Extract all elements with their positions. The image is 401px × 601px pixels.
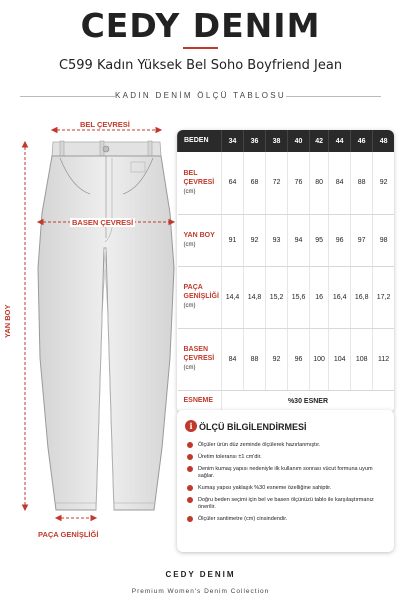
value-cell: 91 — [222, 214, 244, 266]
info-panel — [177, 410, 394, 552]
size-cell: 40 — [288, 130, 310, 152]
side-length-label: YAN BOY — [3, 304, 12, 338]
value-cell: 15,6 — [288, 266, 310, 328]
brand-title: CEDY DENIM — [80, 6, 321, 45]
value-cell: 96 — [329, 214, 351, 266]
section-divider-right — [286, 96, 381, 97]
footer-brand: CEDY DENIM — [165, 570, 236, 579]
table-row-side-length — [178, 214, 395, 266]
size-cell: 44 — [329, 130, 351, 152]
list-item: Doğru beden seçimi için bel ve basen ölçünüzü tablo ile karşılaştırmanız önerilir. — [187, 497, 387, 511]
stretch-label: ESNEME — [178, 390, 222, 412]
value-cell: 95 — [310, 214, 329, 266]
value-cell: 92 — [266, 328, 288, 390]
value-cell: 64 — [222, 152, 244, 214]
size-header-row — [178, 130, 395, 152]
stretch-value: %30 ESNER — [222, 390, 395, 412]
value-cell: 16,4 — [329, 266, 351, 328]
list-item: Kumaş yapısı yaklaşık %30 esneme özelliğine sahiptir. — [187, 485, 387, 492]
list-item: Ölçüler santimetre (cm) cinsindendir. — [187, 516, 387, 523]
list-item: Üretim toleransı ±1 cm'dir. — [187, 454, 387, 461]
bullet-icon — [187, 497, 193, 503]
value-cell: 93 — [266, 214, 288, 266]
product-title: C599 Kadın Yüksek Bel Soho Boyfriend Jean — [58, 58, 343, 73]
bullet-icon — [187, 485, 193, 491]
info-list — [187, 442, 387, 528]
bullet-icon — [187, 466, 193, 472]
table-row-hem — [178, 266, 395, 328]
size-cell: 42 — [310, 130, 329, 152]
value-cell: 84 — [222, 328, 244, 390]
list-item: Ölçüler ürün düz zeminde ölçülerek hazırlanmıştır. — [187, 442, 387, 449]
row-label: YAN BOY (cm) — [178, 214, 222, 266]
size-cell: 36 — [244, 130, 266, 152]
info-title: ÖLÇÜ BİLGİLENDİRMESİ — [199, 422, 307, 432]
value-cell: 97 — [351, 214, 373, 266]
table-row-stretch — [178, 390, 395, 412]
info-icon: i — [185, 420, 197, 432]
value-cell: 16 — [310, 266, 329, 328]
value-cell: 92 — [244, 214, 266, 266]
value-cell: 112 — [373, 328, 394, 390]
row-label: BASEN ÇEVRESİ (cm) — [178, 328, 222, 390]
table-row-waist — [178, 152, 395, 214]
table-row-hip — [178, 328, 395, 390]
hip-label: BASEN ÇEVRESİ — [72, 218, 134, 227]
value-cell: 16,8 — [351, 266, 373, 328]
value-cell: 92 — [373, 152, 394, 214]
brand-underline — [183, 47, 218, 49]
size-cell: 48 — [373, 130, 394, 152]
size-cell: 46 — [351, 130, 373, 152]
size-table — [177, 130, 394, 413]
bullet-icon — [187, 454, 193, 460]
value-cell: 14,8 — [244, 266, 266, 328]
size-header-label: BEDEN — [178, 130, 222, 152]
bullet-icon — [187, 442, 193, 448]
value-cell: 14,4 — [222, 266, 244, 328]
value-cell: 68 — [244, 152, 266, 214]
value-cell: 94 — [288, 214, 310, 266]
value-cell: 88 — [351, 152, 373, 214]
value-cell: 108 — [351, 328, 373, 390]
section-title: KADIN DENİM ÖLÇÜ TABLOSU — [115, 91, 286, 100]
value-cell: 72 — [266, 152, 288, 214]
value-cell: 76 — [288, 152, 310, 214]
value-cell: 100 — [310, 328, 329, 390]
row-label: BEL ÇEVRESİ (cm) — [178, 152, 222, 214]
size-cell: 34 — [222, 130, 244, 152]
waist-label: BEL ÇEVRESİ — [80, 120, 130, 129]
value-cell: 98 — [373, 214, 394, 266]
value-cell: 80 — [310, 152, 329, 214]
value-cell: 15,2 — [266, 266, 288, 328]
value-cell: 96 — [288, 328, 310, 390]
footer-tagline: Premium Women's Denim Collection — [131, 588, 270, 595]
row-label: PAÇA GENİŞLİĞİ (cm) — [178, 266, 222, 328]
bullet-icon — [187, 516, 193, 522]
jeans-illustration — [20, 118, 180, 528]
hem-label: PAÇA GENİŞLİĞİ — [38, 530, 99, 539]
value-cell: 84 — [329, 152, 351, 214]
value-cell: 88 — [244, 328, 266, 390]
value-cell: 17,2 — [373, 266, 394, 328]
list-item: Denim kumaş yapısı nedeniyle ilk kullanım sonrası vücut formuna uyum sağlar. — [187, 466, 387, 480]
size-cell: 38 — [266, 130, 288, 152]
value-cell: 104 — [329, 328, 351, 390]
